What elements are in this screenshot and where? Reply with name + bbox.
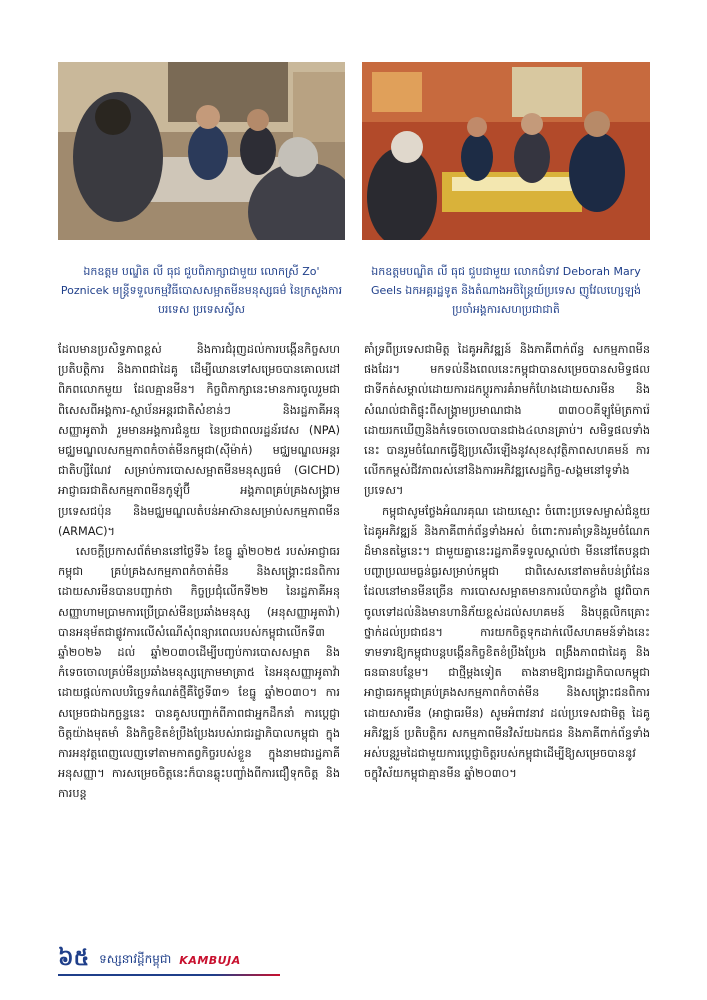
page-footer (58, 943, 308, 977)
magazine-brand: KAMBUJA (179, 953, 241, 967)
page-number: ៦៥ (58, 945, 90, 971)
footer-divider (58, 974, 280, 976)
article-column-left (58, 340, 340, 805)
paragraph: កម្ពុជាសូមថ្លែងអំណរគុណ ដោយស្មោះ ចំពោះប្រទេសម្ចាស់ជំនួយ ដៃគូអភិវឌ្ឍន៍ និងភាគីពាក់ព័ន្ធទាំងអស់ ចំពោះការគាំទ្រនិងរួមចំណែកដ៏មានតម្លៃនេះ។ ជាមួយគ្នានេះរដ្ឋភាគីទទួលស្គាល់ថា មីននៅតែបន្តជាបញ្ហាប្រឈមធ្ងន់ធ្ងរសម្រាប់កម្ពុជា ជាពិសេសនៅតាមតំបន់ព្រំដែន ដែលនៅមានមីនច្រើន ការបោសសម្អាតមានការលំបាកខ្លាំង ផ្លូវពិបាកចូលទៅដល់និងមានហានិភ័យខ្ពស់ដល់សហគមន៍ និងបុគ្គលិកគ្រោះថ្នាក់ដល់ប្រជាជន។ ការយកចិត្តទុកដាក់លើសហគមន៍ទាំងនេះ ទាមទារឱ្យកម្ពុជាបន្តបង្កើនកិច្ចខិតខំប្រឹងប្រែង ពង្រឹងភាពជាដៃគូ និងធនធានបន្ថែម។ ជាថ្មីម្តងទៀត តាងនាមឱ្យរាជរដ្ឋាភិបាលកម្ពុជា អាជ្ញាធរកម្ពុជាគ្រប់គ្រងសកម្មភាពកំចាត់មីន និងសង្គ្រោះជនពិការដោយសារមីន (អាជ្ញាធរមីន) សូមអំពាវនាវ ដល់ប្រទេសជាមិត្ត ដៃគូអភិវឌ្ឍន៍ ប្រតិបត្តិករ សកម្មភាពមីនវិស័យឯកជន និងភាគីពាក់ព័ន្ធទាំងអស់បន្តរួមដៃជាមួយការប្តេជ្ញាចិត្តរបស់កម្ពុជាដើម្បីឱ្យសម្រេចបាននូវចក្ខុវិស័យកម្ពុជាគ្មានមីន ឆ្នាំ២០៣០។ (364, 504, 650, 781)
paragraph: ដែលមានប្រសិទ្ធភាពខ្ពស់ និងការជំរុញដល់ការបង្កើនកិច្ចសហប្រតិបត្តិការ និងភាពជាដៃគូ ដើម្បីឈានទៅសម្រេចបានគោលដៅពិភពលោកមួយ ដែលគ្មានមីន។ កិច្ចពិភាក្សានេះមានការចូលរួមជាពិសេសពីអង្គការ-ស្ថាប័នអន្តរជាតិសំខាន់ៗ និងរដ្ឋភាគីអនុសញ្ញាអូតាវ៉ា រួមមានអង្គការជំនួយ នៃប្រជាពលរដ្ឋន័រវេស (NPA) មជ្ឈមណ្ឌលសកម្មភាពកំចាត់មីនកម្ពុជា(ស៊ីម៉ាក់) មជ្ឈមណ្ឌលអន្តរជាតិហ្សឺណែវ សម្រាប់ការបោសសម្អាតមីនមនុស្សធម៌ (GICHD) អាជ្ញាធរជាតិសកម្មភាពមីនកូឡុំប៊ី អង្គភាពគ្រប់គ្រងសង្គ្រាមប្រទេសជប៉ុន និងមជ្ឈមណ្ឌលតំបន់អាស៊ានសម្រាប់សកម្មភាពមីន (ARMAC)។ (58, 343, 340, 538)
paragraph: សេចក្តីប្រកាសព័ត៌មាននៅថ្ងៃទី៦ ខែធ្នូ ឆ្នាំ២០២៥ របស់អាជ្ញាធរកម្ពុជា គ្រប់គ្រងសកម្មភាពកំចាត់មីន និងសង្គ្រោះជនពិការដោយសារមីនបានបញ្ជាក់ថា កិច្ចប្រជុំលើកទី២២ នៃរដ្ឋភាគីអនុសញ្ញាហាមប្រាមការប្រើប្រាស់មីនប្រឆាំងមនុស្ស (អនុសញ្ញាអូតាវ៉ា) បានអនុម័តជាផ្លូវការលើសំណើសុំពន្យារពេលរបស់កម្ពុជាលើកទី៣ ឆ្នាំ២០២៦ ដល់ ឆ្នាំ២០៣០ដើម្បីបញ្ចប់ការបោសសម្អាត និងកំទេចចោលគ្រប់មីនប្រឆាំងមនុស្សក្រោមមាត្រា៥ នៃអនុសញ្ញាអូតាវ៉ា ដោយផ្តល់កាលបរិច្ឆេទកំណត់ថ្មីគឺថ្ងៃទី៣១ ខែធ្នូ ឆ្នាំ២០៣០។ ការសម្រេចជាឯកច្ឆន្ទនេះ បានគូសបញ្ជាក់ពីភាពជាអ្នកដឹកនាំ ការប្តេជ្ញាចិត្តយ៉ាងមុតមាំ និងកិច្ចខិតខំប្រឹងប្រែងរបស់រាជរដ្ឋាភិបាលកម្ពុជា ក្នុងការអនុវត្តពេញលេញទៅតាមកាតព្វកិច្ចរបស់ខ្លួន ក្នុងនាមជារដ្ឋភាគីអនុសញ្ញា។ ការសម្រេចចិត្តនេះក៏បានឆ្លុះបញ្ចាំងពីការជឿទុកចិត្ត និងការបន្ត (58, 545, 340, 801)
meeting-photo-right (362, 62, 650, 240)
magazine-title: ទស្សនាវដ្តីកម្ពុជា (99, 952, 172, 966)
article-column-right (364, 340, 650, 784)
paragraph: គាំទ្រពីប្រទេសជាមិត្ត ដៃគូអភិវឌ្ឍន៍ និងភាគីពាក់ព័ន្ធ សកម្មភាពមីនផងដែរ។ មកទល់នឹងពេលនេះកម្ពុជាបានសម្រេចបានសមិទ្ធផលជាទីកត់សម្គាល់ដោយការដកប្តូរការគំរាមកំហែងដោយសារមីន និងសំណល់ជាតិផ្ទុះពីសង្គ្រាមប្រមាណជាង ៣៣០០គីឡូម៉ែត្រការ៉េដោយរកឃើញនិងកំទេចចោលបានជាង៤លានគ្រាប់។ សមិទ្ធផលទាំងនេះ បានរួមចំណែកធ្វើឱ្យប្រសើរឡើងនូវសុខសុវត្ថិភាពសហគមន៍ ការលើកកម្ពស់ជីវភាពរស់នៅនិងការអភិវឌ្ឍសេដ្ឋកិច្ច-សង្គមនៅទូទាំងប្រទេស។ (364, 343, 650, 498)
meeting-photo-left (58, 62, 345, 240)
photo-caption-right: ឯកឧត្តមបណ្ឌិត លី ធុជ ជួបជាមួយ លោកជំទាវ Deborah Mary Geels ឯកអគ្គរដ្ឋទូត និងតំណាងអចិន្ត្រៃយ៍ប្រទេស ញូវែលហ្សេឡង់ ប្រចាំអង្គការសហប្រជាជាតិ (370, 265, 642, 316)
photo-caption-left: ឯកឧត្តម បណ្ឌិត លី ធុជ ជួបពិភាក្សាជាមួយ លោកស្រី Zo' Poznicek មន្ត្រីទទួលកម្មវិធីបោសសម្អាតមីនមនុស្សធម៌ នៃក្រសួងការបរទេស ប្រទេសស្វីស (60, 265, 343, 316)
